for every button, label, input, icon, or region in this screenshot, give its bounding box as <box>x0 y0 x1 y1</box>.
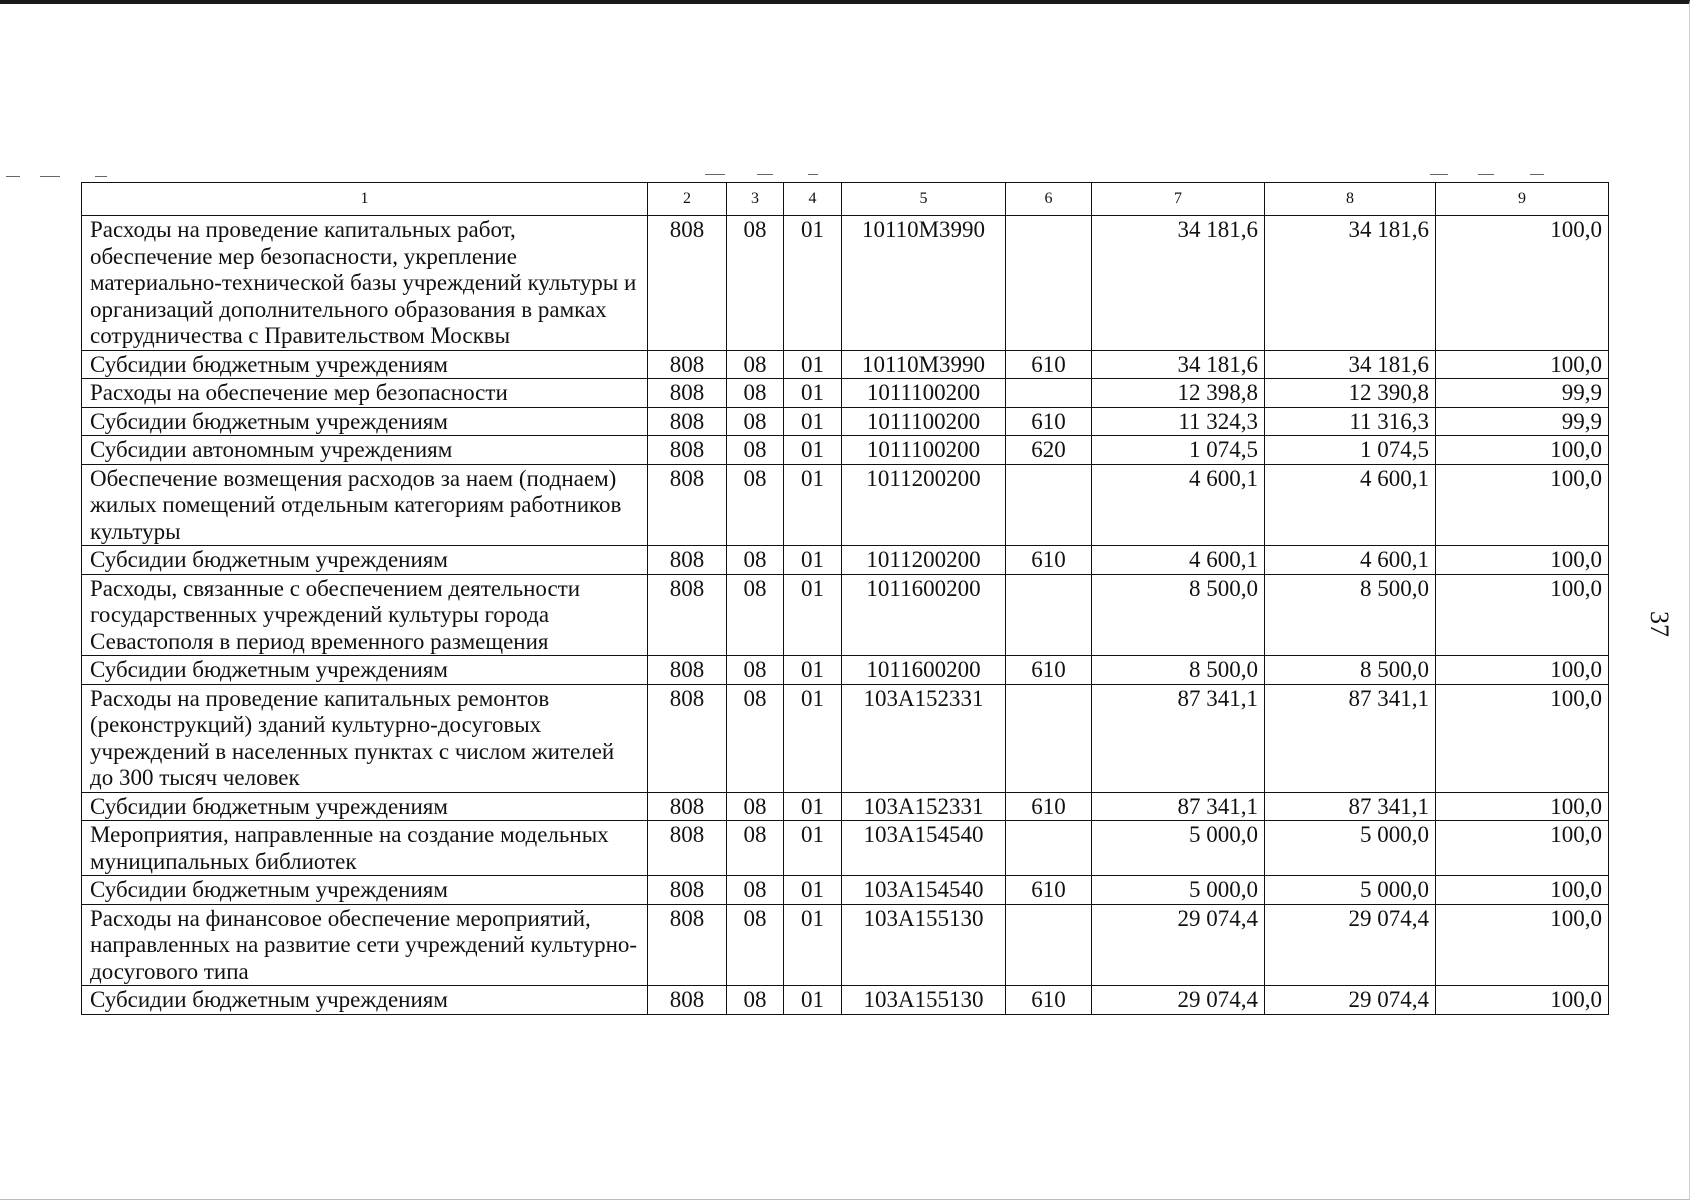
admin-code-cell: 808 <box>648 656 727 685</box>
section-cell: 08 <box>727 216 784 351</box>
expense-type-cell: 610 <box>1006 792 1092 821</box>
section-cell: 08 <box>727 407 784 436</box>
approved-amount-cell: 12 398,8 <box>1092 379 1265 408</box>
execution-percent-cell: 100,0 <box>1436 216 1609 351</box>
executed-amount-cell: 4 600,1 <box>1265 464 1436 546</box>
execution-percent-cell: 99,9 <box>1436 407 1609 436</box>
executed-amount-cell: 5 000,0 <box>1265 821 1436 876</box>
row-name-cell: Мероприятия, направленные на создание модельных муниципальных библиотек <box>82 821 648 876</box>
header-cell: 2 <box>648 183 727 216</box>
target-article-cell: 103A154540 <box>842 876 1006 905</box>
expense-type-cell <box>1006 379 1092 408</box>
execution-percent-cell: 100,0 <box>1436 821 1609 876</box>
admin-code-cell: 808 <box>648 876 727 905</box>
target-article-cell: 1011600200 <box>842 574 1006 656</box>
row-name-cell: Субсидии бюджетным учреждениям <box>82 876 648 905</box>
table-row <box>82 546 1609 575</box>
target-article-cell: 1011200200 <box>842 546 1006 575</box>
expense-type-cell <box>1006 821 1092 876</box>
row-name-cell: Субсидии бюджетным учреждениям <box>82 986 648 1015</box>
section-cell: 08 <box>727 986 784 1015</box>
executed-amount-cell: 1 074,5 <box>1265 436 1436 465</box>
execution-percent-cell: 100,0 <box>1436 464 1609 546</box>
row-name-cell: Расходы на проведение капитальных ремонтов (реконструкций) зданий культурно-досуговых учреждений в населенных пунктах с числом жителей до 300 тысяч человек <box>82 684 648 792</box>
section-cell: 08 <box>727 792 784 821</box>
row-name-cell: Субсидии бюджетным учреждениям <box>82 407 648 436</box>
subsection-cell: 01 <box>784 574 842 656</box>
table-row <box>82 876 1609 905</box>
executed-amount-cell: 4 600,1 <box>1265 546 1436 575</box>
table-row <box>82 792 1609 821</box>
row-name-cell: Субсидии автономным учреждениям <box>82 436 648 465</box>
subsection-cell: 01 <box>784 436 842 465</box>
expense-type-cell <box>1006 684 1092 792</box>
subsection-cell: 01 <box>784 546 842 575</box>
subsection-cell: 01 <box>784 350 842 379</box>
target-article-cell: 1011200200 <box>842 464 1006 546</box>
subsection-cell: 01 <box>784 821 842 876</box>
approved-amount-cell: 8 500,0 <box>1092 656 1265 685</box>
expense-type-cell <box>1006 904 1092 986</box>
section-cell: 08 <box>727 436 784 465</box>
executed-amount-cell: 8 500,0 <box>1265 574 1436 656</box>
target-article-cell: 103A152331 <box>842 684 1006 792</box>
section-cell: 08 <box>727 574 784 656</box>
admin-code-cell: 808 <box>648 986 727 1015</box>
admin-code-cell: 808 <box>648 464 727 546</box>
section-cell: 08 <box>727 656 784 685</box>
expense-type-cell: 610 <box>1006 407 1092 436</box>
row-name-cell: Расходы на проведение капитальных работ, обеспечение мер безопасности, укрепление материально-технической базы учреждений культуры и организаций дополнительного образования в рамках сотрудничества с Правительством Москвы <box>82 216 648 351</box>
subsection-cell: 01 <box>784 656 842 685</box>
target-article-cell: 1011600200 <box>842 656 1006 685</box>
target-article-cell: 103A154540 <box>842 821 1006 876</box>
admin-code-cell: 808 <box>648 904 727 986</box>
subsection-cell: 01 <box>784 464 842 546</box>
table-row <box>82 216 1609 351</box>
table-row <box>82 379 1609 408</box>
row-name-cell: Субсидии бюджетным учреждениям <box>82 546 648 575</box>
subsection-cell: 01 <box>784 904 842 986</box>
section-cell: 08 <box>727 546 784 575</box>
expense-type-cell <box>1006 216 1092 351</box>
admin-code-cell: 808 <box>648 792 727 821</box>
subsection-cell: 01 <box>784 876 842 905</box>
subsection-cell: 01 <box>784 216 842 351</box>
admin-code-cell: 808 <box>648 436 727 465</box>
admin-code-cell: 808 <box>648 574 727 656</box>
execution-percent-cell: 100,0 <box>1436 792 1609 821</box>
executed-amount-cell: 34 181,6 <box>1265 350 1436 379</box>
executed-amount-cell: 29 074,4 <box>1265 986 1436 1015</box>
expense-type-cell <box>1006 464 1092 546</box>
subsection-cell: 01 <box>784 407 842 436</box>
admin-code-cell: 808 <box>648 216 727 351</box>
executed-amount-cell: 5 000,0 <box>1265 876 1436 905</box>
target-article-cell: 103A155130 <box>842 904 1006 986</box>
subsection-cell: 01 <box>784 986 842 1015</box>
table-row <box>82 574 1609 656</box>
target-article-cell: 103A155130 <box>842 986 1006 1015</box>
target-article-cell: 1011100200 <box>842 379 1006 408</box>
executed-amount-cell: 29 074,4 <box>1265 904 1436 986</box>
section-cell: 08 <box>727 876 784 905</box>
section-cell: 08 <box>727 684 784 792</box>
header-cell: 8 <box>1265 183 1436 216</box>
header-cell: 4 <box>784 183 842 216</box>
table-row <box>82 986 1609 1015</box>
row-name-cell: Субсидии бюджетным учреждениям <box>82 656 648 685</box>
expense-type-cell <box>1006 574 1092 656</box>
approved-amount-cell: 87 341,1 <box>1092 684 1265 792</box>
section-cell: 08 <box>727 904 784 986</box>
executed-amount-cell: 87 341,1 <box>1265 792 1436 821</box>
header-row <box>82 183 1609 216</box>
budget-table <box>81 182 1609 1015</box>
row-name-cell: Расходы, связанные с обеспечением деятельности государственных учреждений культуры города Севастополя в период временного размещения <box>82 574 648 656</box>
target-article-cell: 1011100200 <box>842 407 1006 436</box>
approved-amount-cell: 11 324,3 <box>1092 407 1265 436</box>
execution-percent-cell: 100,0 <box>1436 904 1609 986</box>
subsection-cell: 01 <box>784 792 842 821</box>
execution-percent-cell: 100,0 <box>1436 350 1609 379</box>
row-name-cell: Расходы на обеспечение мер безопасности <box>82 379 648 408</box>
section-cell: 08 <box>727 464 784 546</box>
table-row <box>82 821 1609 876</box>
approved-amount-cell: 1 074,5 <box>1092 436 1265 465</box>
execution-percent-cell: 99,9 <box>1436 379 1609 408</box>
approved-amount-cell: 8 500,0 <box>1092 574 1265 656</box>
expense-type-cell: 620 <box>1006 436 1092 465</box>
section-cell: 08 <box>727 379 784 408</box>
row-name-cell: Обеспечение возмещения расходов за наем (поднаем) жилых помещений отдельным категориям работников культуры <box>82 464 648 546</box>
header-cell: 9 <box>1436 183 1609 216</box>
row-name-cell: Субсидии бюджетным учреждениям <box>82 350 648 379</box>
approved-amount-cell: 29 074,4 <box>1092 986 1265 1015</box>
table-row <box>82 656 1609 685</box>
execution-percent-cell: 100,0 <box>1436 546 1609 575</box>
approved-amount-cell: 4 600,1 <box>1092 546 1265 575</box>
approved-amount-cell: 29 074,4 <box>1092 904 1265 986</box>
executed-amount-cell: 34 181,6 <box>1265 216 1436 351</box>
target-article-cell: 10110M3990 <box>842 216 1006 351</box>
target-article-cell: 103A152331 <box>842 792 1006 821</box>
section-cell: 08 <box>727 821 784 876</box>
admin-code-cell: 808 <box>648 350 727 379</box>
expense-type-cell: 610 <box>1006 986 1092 1015</box>
header-cell: 5 <box>842 183 1006 216</box>
approved-amount-cell: 4 600,1 <box>1092 464 1265 546</box>
table-row <box>82 350 1609 379</box>
execution-percent-cell: 100,0 <box>1436 436 1609 465</box>
subsection-cell: 01 <box>784 684 842 792</box>
admin-code-cell: 808 <box>648 379 727 408</box>
table-row <box>82 904 1609 986</box>
approved-amount-cell: 5 000,0 <box>1092 821 1265 876</box>
table-row <box>82 684 1609 792</box>
executed-amount-cell: 87 341,1 <box>1265 684 1436 792</box>
header-cell: 1 <box>82 183 648 216</box>
executed-amount-cell: 11 316,3 <box>1265 407 1436 436</box>
approved-amount-cell: 34 181,6 <box>1092 350 1265 379</box>
target-article-cell: 1011100200 <box>842 436 1006 465</box>
expense-type-cell: 610 <box>1006 350 1092 379</box>
execution-percent-cell: 100,0 <box>1436 986 1609 1015</box>
approved-amount-cell: 34 181,6 <box>1092 216 1265 351</box>
execution-percent-cell: 100,0 <box>1436 876 1609 905</box>
execution-percent-cell: 100,0 <box>1436 574 1609 656</box>
row-name-cell: Расходы на финансовое обеспечение мероприятий, направленных на развитие сети учреждений культурно-досугового типа <box>82 904 648 986</box>
expense-type-cell: 610 <box>1006 656 1092 685</box>
header-cell: 3 <box>727 183 784 216</box>
admin-code-cell: 808 <box>648 407 727 436</box>
expense-type-cell: 610 <box>1006 546 1092 575</box>
approved-amount-cell: 87 341,1 <box>1092 792 1265 821</box>
page-number: 37 <box>1645 611 1674 637</box>
subsection-cell: 01 <box>784 379 842 408</box>
target-article-cell: 10110M3990 <box>842 350 1006 379</box>
executed-amount-cell: 12 390,8 <box>1265 379 1436 408</box>
approved-amount-cell: 5 000,0 <box>1092 876 1265 905</box>
executed-amount-cell: 8 500,0 <box>1265 656 1436 685</box>
execution-percent-cell: 100,0 <box>1436 684 1609 792</box>
admin-code-cell: 808 <box>648 821 727 876</box>
section-cell: 08 <box>727 350 784 379</box>
table-row <box>82 464 1609 546</box>
execution-percent-cell: 100,0 <box>1436 656 1609 685</box>
expense-type-cell: 610 <box>1006 876 1092 905</box>
row-name-cell: Субсидии бюджетным учреждениям <box>82 792 648 821</box>
table-row <box>82 436 1609 465</box>
admin-code-cell: 808 <box>648 684 727 792</box>
table-row <box>82 407 1609 436</box>
header-cell: 7 <box>1092 183 1265 216</box>
admin-code-cell: 808 <box>648 546 727 575</box>
header-cell: 6 <box>1006 183 1092 216</box>
